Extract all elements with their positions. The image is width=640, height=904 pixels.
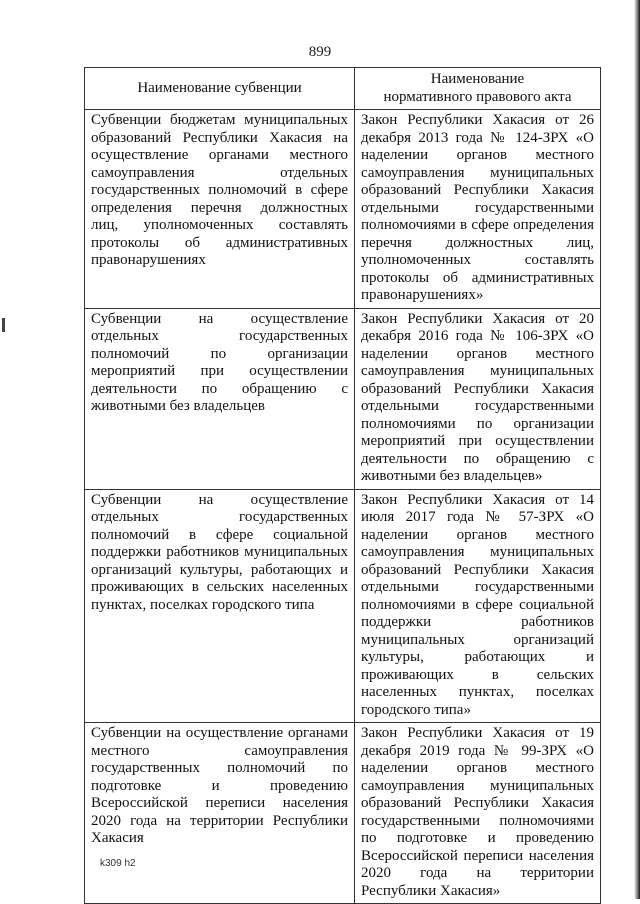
header-legal-act-name [355,68,601,110]
subvention-text: Субвенции бюджетам муниципальных образований Республики Хакасия на осуществление органами местного самоуправления отдельных государственных полномочий в сфере определения перечня должностных лиц, уполномоченных составлять протоколы об административных правонарушениях [91,112,348,268]
scan-margin-mark [2,318,5,332]
table-row [85,489,601,723]
legal-act-text: Закон Республики Хакасия от 14 июля 2017 года № 57-ЗРХ «О наделении органов местного самоуправления муниципальных образований Республики Хакасия отдельными государственными полномочиями в сфере социальной поддержки работников муниципальных организаций культуры, работающих и проживающих в сельских населенных пунктах, поселках городского типа» [361,491,594,718]
legal-act-text: Закон Республики Хакасия от 19 декабря 2019 года № 99-ЗРХ «О наделении органов местного самоуправления муниципальных образований Республики Хакасия государственными полномочиями по подготовке и проведению Всероссийской переписи населения 2020 года на территории Республики Хакасия» [361,725,594,899]
table-header-row [85,68,601,110]
page-number: 899 [308,44,332,60]
subvention-text: Субвенции на осуществление отдельных государственных полномочий по организации мероприятий при осуществлении деятельности по обращению с животными без владельцев [91,310,348,414]
document-code: k309 h2 [100,858,136,869]
subvention-text: Субвенции на осуществление органами местного самоуправления государственных полномочий по подготовке и проведению Всероссийской переписи населения 2020 года на территории Республики Хакасия [91,725,348,846]
header-legal-act-label: Наименование нормативного правового акта [383,71,572,105]
subvention-cell [85,723,355,904]
subvention-text: Субвенции на осуществление отдельных государственных полномочий в сфере социальной поддержки работников муниципальных организаций культуры, работающих и проживающих в сельских населенных пунктах, поселках городского типа [91,491,348,613]
scan-border-edge [634,0,640,899]
subventions-table [84,67,601,904]
subvention-cell [85,308,355,489]
header-subvention-label: Наименование субвенции [137,79,302,96]
table-row [85,308,601,489]
legal-act-cell [355,308,601,489]
legal-act-text: Закон Республики Хакасия от 26 декабря 2013 года № 124-ЗРХ «О наделении органов местного самоуправления муниципальных образований Республики Хакасия отдельными государственными полномочиями в сфере определения перечня должностных лиц, уполномоченных составлять протоколы об административных правонарушениях» [361,112,594,303]
subvention-cell [85,110,355,309]
table-row [85,723,601,904]
table-row [85,110,601,309]
legal-act-cell [355,489,601,723]
legal-act-cell [355,110,601,309]
legal-act-text: Закон Республики Хакасия от 20 декабря 2016 года № 106-ЗРХ «О наделении органов местного самоуправления муниципальных образований Республики Хакасия отдельными государственными полномочиями по организации мероприятий при осуществлении деятельности по обращению с животными без владельцев» [361,310,594,484]
subvention-cell [85,489,355,723]
legal-act-cell [355,723,601,904]
header-subvention-name [85,68,355,110]
